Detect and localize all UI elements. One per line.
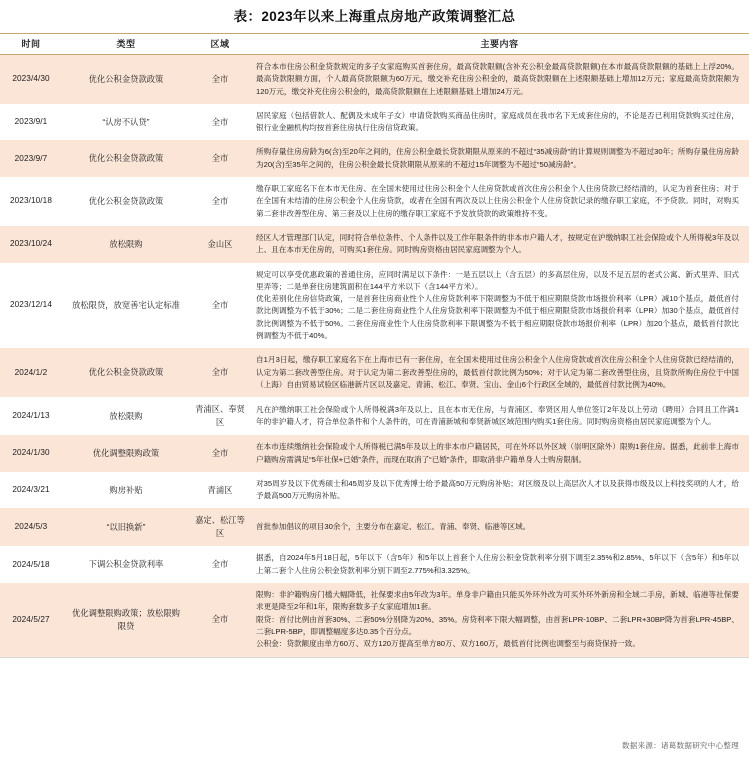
content-paragraph: 符合本市住房公积金贷款规定的多子女家庭购买首套住房，最高贷款限额(含补充公积金最高贷款限额)在本市最高贷款限额的基础上上浮20%。最高贷款限额方面，个人最高贷款限额为60万元，缴交补充住房公积金的，最高贷款限额在上述限额基础上增加12万元；家庭最高贷款限额为120万元，缴交补充住房公积金的，最高贷款限额在上述限额基础上增加24万元。 [256, 62, 739, 96]
cell-time: 2024/1/2 [0, 348, 62, 397]
content-paragraph: 优化差别化住房信贷政策，一是首套住房商业性个人住房贷款利率下限调整为不低于相应期限贷款市场报价利率（LPR）减10个基点，最低首付款比例调整为不低于30%；二是二套住房商业性个人住房贷款利率下限调整为不低于相应期限贷款市场报价利率（LPR）加30个基点，最低首付款比例调整为不低于50%。二套住房商业性个人住房贷款利率下限调整为不低于相应期限贷款市场报价利率（LPR）加20个基点，最低首付款比例调整为不低于40%。 [256, 294, 739, 341]
cell-time: 2023/10/24 [0, 226, 62, 263]
cell-region: 全市 [190, 104, 250, 141]
data-source-note: 数据来源：诸葛数据研究中心整理 [622, 741, 739, 750]
cell-region: 全市 [190, 140, 250, 177]
column-header-content: 主要内容 [250, 34, 749, 55]
content-paragraph: 自1月3日起，缴存职工家庭名下在上海市已有一套住房，在全国未使用过住房公积金个人住房贷款或首次住房公积金个人住房贷款已经结清的，认定为第二套改善型住房。对于认定为第二套改善型住房的，最低首付款比例为50%；对于认定为第二套改善型住房，且贷款所购住房位于中国（上海）自由贸易试验区临港新片区以及嘉定、青浦、松江、奉贤、宝山、金山6个行政区全域的，最低首付款比例为40%。 [256, 355, 739, 389]
cell-content [250, 55, 749, 104]
cell-content [250, 435, 749, 472]
cell-time: 2023/10/18 [0, 177, 62, 226]
cell-time: 2024/5/27 [0, 583, 62, 656]
table-row [0, 140, 749, 177]
table-row [0, 55, 749, 104]
table-bottom-divider [0, 657, 749, 658]
cell-content [250, 508, 749, 546]
content-paragraph: 据悉，自2024年5月18日起，5年以下（含5年）和5年以上首套个人住房公积金贷款利率分别下调至2.35%和2.85%、5年以下（含5年）和5年以上第二套个人住房公积金贷款利率分别下调至2.775%和3.325%。 [256, 553, 739, 575]
cell-type: 优化公积金贷款政策 [62, 348, 190, 397]
cell-type: 购房补贴 [62, 472, 190, 509]
cell-time: 2024/3/21 [0, 472, 62, 509]
cell-type: 优化公积金贷款政策 [62, 177, 190, 226]
cell-region: 全市 [190, 177, 250, 226]
cell-type: 放松限购 [62, 397, 190, 435]
content-paragraph: 限贷：首付比例由首套30%、二套50%分别降为20%、35%。房贷利率下限大幅调整，由首套LPR-10BP、二套LPR+30BP降为首套LPR-45BP、二套LPR-5BP，即调整幅度多达0.35个百分点。 [256, 614, 739, 636]
cell-time: 2023/12/14 [0, 263, 62, 349]
cell-region: 全市 [190, 263, 250, 349]
policy-summary-table [0, 33, 749, 657]
table-row [0, 263, 749, 349]
table-body [0, 55, 749, 657]
cell-content [250, 472, 749, 509]
table-row [0, 583, 749, 656]
cell-content [250, 263, 749, 349]
cell-time: 2023/4/30 [0, 55, 62, 104]
cell-type: 放松限购 [62, 226, 190, 263]
table-row [0, 104, 749, 141]
table-row [0, 177, 749, 226]
column-header-region: 区域 [190, 34, 250, 55]
cell-content [250, 546, 749, 583]
content-paragraph: 限购：非沪籍购房门槛大幅降低，社保要求由5年改为3年。单身非户籍由只能买外环外改为可买外环外新房和全域二手房，新城、临港等社保要求更是降至2年和1年，限购套数多子女家庭增加1套。 [256, 590, 739, 612]
cell-region: 金山区 [190, 226, 250, 263]
table-row [0, 348, 749, 397]
content-paragraph: 规定可以享受优惠政策的普通住房，应同时满足以下条件：一是五层以上（含五层）的多高层住房，以及不足五层的老式公寓、新式里弄、旧式里弄等；二是单套住房建筑面积在144平方米以下（含144平方米）。 [256, 269, 739, 291]
cell-region: 全市 [190, 435, 250, 472]
cell-time: 2024/5/18 [0, 546, 62, 583]
cell-type: 放松限贷，放宽善宅认定标准 [62, 263, 190, 349]
content-paragraph: 首批参加倡议的项目30余个，主要分布在嘉定、松江、青浦、奉贤、临港等区域。 [256, 522, 531, 532]
cell-content [250, 140, 749, 177]
cell-content [250, 397, 749, 435]
cell-type: “以旧换新” [62, 508, 190, 546]
cell-time: 2023/9/7 [0, 140, 62, 177]
cell-region: 全市 [190, 583, 250, 656]
cell-type: “认房不认贷” [62, 104, 190, 141]
cell-time: 2023/9/1 [0, 104, 62, 141]
content-paragraph: 缴存职工家庭名下在本市无住房、在全国未使用过住房公积金个人住房贷款或首次住房公积金个人住房贷款已经结清的，认定为首套住房；对于在全国有未结清的住房公积金个人住房贷款，或者在全国有两次及以上住房公积金个人住房贷款记录的缴存职工家庭，不予贷款。同时，对购买第二套非改善型住房、第三套及以上住房的缴存职工家庭不予发放贷款的政策维持不变。 [256, 184, 739, 218]
table-row [0, 397, 749, 435]
table-row [0, 226, 749, 263]
column-header-type: 类型 [62, 34, 190, 55]
table-row [0, 435, 749, 472]
table-row [0, 546, 749, 583]
cell-type: 优化调整限购政策 [62, 435, 190, 472]
cell-content [250, 348, 749, 397]
cell-content [250, 177, 749, 226]
cell-content [250, 104, 749, 141]
content-paragraph: 公积金：贷款额度由单方60万、双方120万提高至单方80万、双方160万，最低首付比例也调整至与商贷保持一致。 [256, 639, 640, 649]
column-header-time: 时间 [0, 34, 62, 55]
cell-type: 下调公积金贷款利率 [62, 546, 190, 583]
table-row [0, 508, 749, 546]
content-paragraph: 对35周岁及以下优秀硕士和45周岁及以下优秀博士给予最高50万元购房补贴；对区级及以上高层次人才以及获得市级及以上科技奖项的人才，给予最高500万元购房补贴。 [256, 478, 739, 501]
cell-region: 青浦区 [190, 472, 250, 509]
cell-type: 优化公积金贷款政策 [62, 55, 190, 104]
header-row [0, 34, 749, 55]
content-paragraph: 在本市连续缴纳社会保险或个人所得税已满5年及以上的非本市户籍居民，可在外环以外区域（崇明区除外）限购1套住房。据悉，此前非上海市户籍购房需满足“5年社保+已婚”条件，而现在取消了“已婚”条件，即取消非户籍单身人士购房限制。 [256, 442, 739, 464]
cell-time: 2024/1/13 [0, 397, 62, 435]
cell-region: 全市 [190, 55, 250, 104]
cell-region: 嘉定、松江等区 [190, 508, 250, 546]
cell-content [250, 583, 749, 656]
cell-time: 2024/1/30 [0, 435, 62, 472]
content-paragraph: 居民家庭（包括借款人、配偶及未成年子女）申请贷款购买商品住房时，家庭成员在我市名下无成套住房的，不论是否已利用贷款购买过住房，银行业金融机构均按首套住房执行住房信贷政策。 [256, 110, 739, 133]
content-paragraph: 经区人才管理部门认定，同时符合单位条件、个人条件以及工作年限条件的非本市户籍人才，按规定在沪缴纳职工社会保险或个人所得税3年及以上、且在本市无住房的，可购买1套住房。同时购房资格由居民家庭调整为个人。 [256, 232, 739, 255]
cell-content [250, 226, 749, 263]
content-paragraph: 凡在沪缴纳职工社会保险或个人所得税满3年及以上、且在本市无住房，与青浦区、奉贤区用人单位签订2年及以上劳动（聘用）合同且工作满1年的非沪籍人才，符合单位条件和个人条件的，可在青浦新城和奉贤新城区域范围内购买1套住房。同时购房资格由居民家庭调整为个人。 [256, 404, 739, 427]
cell-region: 青浦区、奉贤区 [190, 397, 250, 435]
page-title: 表：2023年以来上海重点房地产政策调整汇总 [233, 9, 516, 24]
cell-type: 优化调整限购政策；放松限购限贷 [62, 583, 190, 656]
cell-type: 优化公积金贷款政策 [62, 140, 190, 177]
cell-time: 2024/5/3 [0, 508, 62, 546]
table-row [0, 472, 749, 509]
content-paragraph: 所购存量住房房龄为6(含)至20年之间的，住房公积金最长贷款期限从原来的不超过“35减房龄”的计算规则调整为不超过30年；所购存量住房房龄为20(含)至35年之间的，住房公积金最长贷款期限从原来的不超过15年调整为不超过“50减房龄”。 [256, 147, 739, 169]
cell-region: 全市 [190, 546, 250, 583]
table-header [0, 34, 749, 55]
cell-region: 全市 [190, 348, 250, 397]
